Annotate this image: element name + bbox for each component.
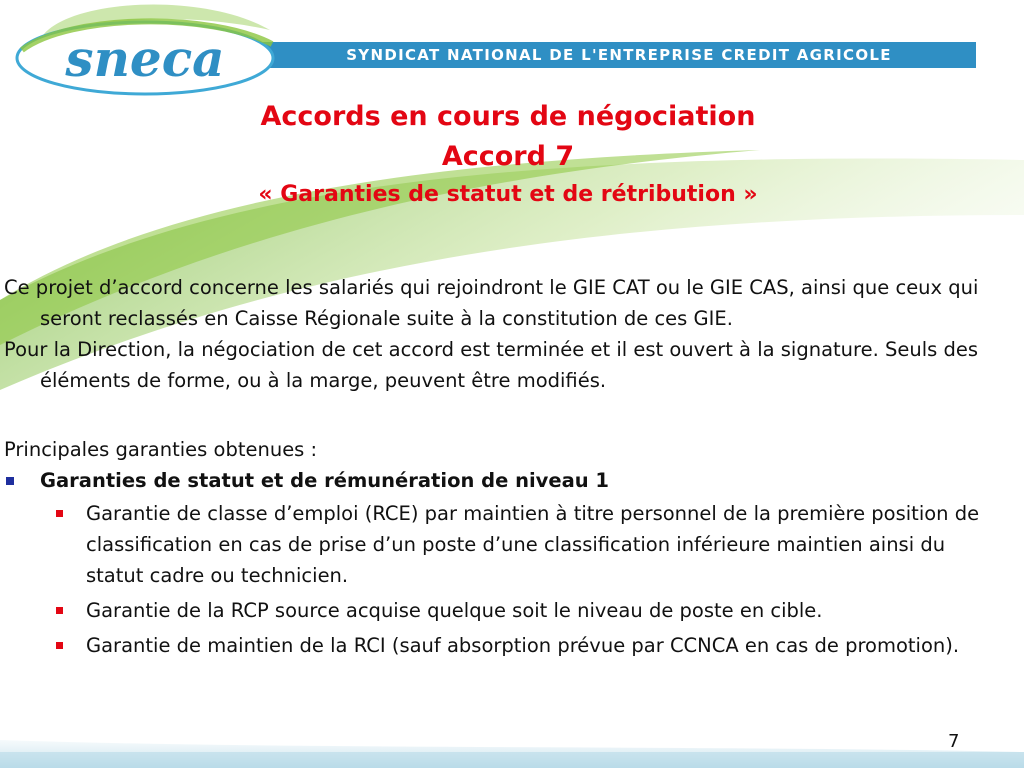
- sub-bullet-text: Garantie de maintien de la RCI (sauf absorption prévue par CCNCA en cas de promotion).: [86, 634, 960, 657]
- page-number: 7: [948, 731, 960, 752]
- header-banner: [262, 42, 976, 68]
- square-bullet-icon: [6, 477, 14, 485]
- square-bullet-icon: [56, 642, 63, 649]
- square-bullet-icon: [56, 607, 63, 614]
- title-block: [0, 96, 1016, 214]
- paragraph-scope: Ce projet d’accord concerne les salariés qui rejoindront le GIE CAT ou le GIE CAS, ainsi que ceux qui seront reclassés en Caisse Régionale suite à la constitution de ces GIE.: [4, 276, 979, 330]
- sub-list-item: [4, 498, 1004, 591]
- accord-subtitle: « Garanties de statut et de rétribution »: [258, 182, 758, 207]
- list-item: [4, 465, 1004, 496]
- sneca-logo: [10, 4, 280, 100]
- sub-bullet-text: Garantie de la RCP source acquise quelque soit le niveau de poste en cible.: [86, 599, 823, 622]
- slide-body: [4, 272, 1004, 665]
- sub-list-item: [4, 630, 1004, 661]
- bullet-text: Garanties de statut et de rémunération de niveau 1: [40, 469, 610, 492]
- logo-text: sneca: [65, 29, 225, 88]
- banner-text: SYNDICAT NATIONAL DE L'ENTREPRISE CREDIT AGRICOLE: [346, 46, 892, 64]
- sub-bullet-text: Garantie de classe d’emploi (RCE) par maintien à titre personnel de la première position de classification en cas de prise d’un poste d’une classification inférieure maintien ainsi du statut cadre ou technicien.: [86, 502, 980, 587]
- square-bullet-icon: [56, 510, 63, 517]
- paragraph-direction: Pour la Direction, la négociation de cet accord est terminée et il est ouvert à la signature. Seuls des éléments de forme, ou à la marge, peuvent être modifiés.: [4, 338, 979, 392]
- accord-title: Accord 7: [441, 141, 575, 172]
- guarantees-intro: Principales garanties obtenues :: [4, 438, 318, 461]
- main-title: Accords en cours de négociation: [260, 101, 756, 132]
- sub-list-item: [4, 595, 1004, 626]
